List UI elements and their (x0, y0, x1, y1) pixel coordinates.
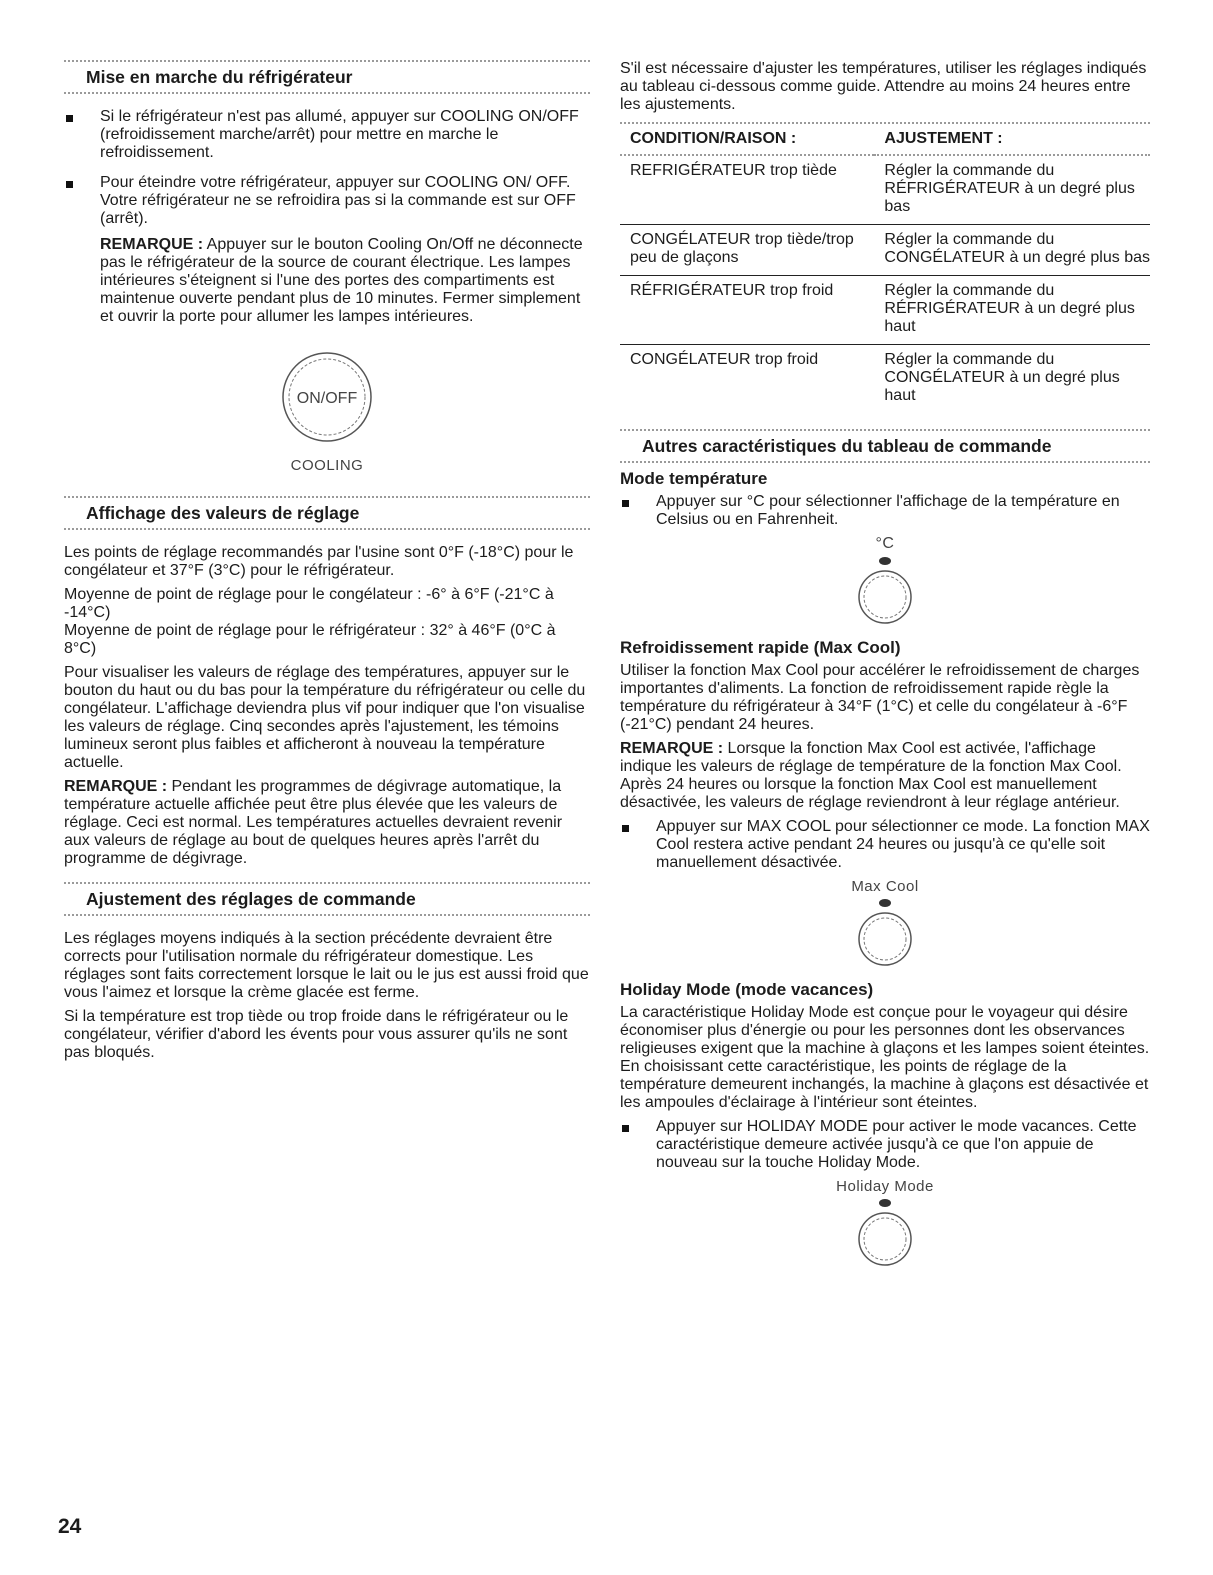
table-cell-condition: CONGÉLATEUR trop froid (620, 345, 874, 414)
table-cell-adjust: Régler la commande du CONGÉLATEUR à un degré plus haut (874, 345, 1150, 414)
table-row (620, 276, 1150, 345)
note-paragraph (64, 778, 590, 868)
list-item: Pour éteindre votre réfrigérateur, appuyer sur COOLING ON/ OFF. Votre réfrigérateur ne se refroidira pas si la commande est sur OFF (arrêt). (64, 174, 590, 228)
section-header (64, 60, 590, 94)
subsection-title-mode-temperature: Mode température (620, 469, 768, 488)
divider (64, 496, 590, 498)
paragraph: Utiliser la fonction Max Cool pour accélérer le refroidissement de charges importantes d'aliments. La fonction de refroidissement rapide règle la température du réfrigérateur à 34°F (1°C) et celle du congélateur à -6°F (-21°C) pendant 24 heures. (620, 662, 1140, 733)
onoff-button-icon[interactable] (272, 342, 382, 452)
paragraph: La caractéristique Holiday Mode est conçue pour le voyageur qui désire économiser plus d'énergie ou pour les personnes dont les observances religieuses exigent que la machine à glaçons et les lampes soient éteintes. En choisissant cette caractéristique, les points de réglage de la température demeurent inchangés, la machine à glaçons est désactivée et les ampoules d'éclairage à l'intérieur sont éteintes. (620, 1004, 1150, 1111)
max-cool-button-icon[interactable] (850, 895, 920, 969)
subsection-title-holiday-mode: Holiday Mode (mode vacances) (620, 980, 874, 999)
bullet-list (620, 818, 1150, 872)
paragraph: S'il est nécessaire d'ajuster les températures, utiliser les réglages indiqués au tableau ci-dessous comme guide. Attendre au moins 24 heures entre les ajustements. (620, 60, 1147, 113)
list-item: Appuyer sur °C pour sélectionner l'affichage de la température en Celsius ou en Fahrenheit. (620, 493, 1150, 529)
cooling-label: COOLING (290, 457, 364, 474)
list-item: Si le réfrigérateur n'est pas allumé, appuyer sur COOLING ON/OFF (refroidissement marche/arrêt) pour mettre en marche le refroidissement. (64, 108, 590, 162)
divider (620, 429, 1150, 431)
bullet-list (620, 493, 1150, 529)
onoff-text: ON/OFF (296, 390, 358, 407)
max-cool-button-figure (620, 878, 1150, 974)
section-title-mise-en-marche: Mise en marche du réfrigérateur (86, 67, 353, 87)
table-cell-condition: RÉFRIGÉRATEUR trop froid (620, 276, 874, 345)
cooling-button-figure (64, 342, 590, 474)
note-text: Lorsque la fonction Max Cool est activée, l'affichage indique les valeurs de réglage de température de la fonction Max Cool. Après 24 heures ou lorsque la fonction Max Cool est manuellement désactivée, les valeurs de réglage reviendront à leur réglage antérieur. (620, 740, 1122, 811)
divider (64, 528, 590, 530)
celsius-button-icon[interactable] (850, 553, 920, 627)
table-cell-adjust: Régler la commande du RÉFRIGÉRATEUR à un degré plus bas (874, 155, 1150, 225)
paragraph: Si la température est trop tiède ou trop froide dans le réfrigérateur ou le congélateur, vérifier d'abord les évents pour vous assurer qu'ils ne sont pas bloqués. (64, 1008, 569, 1061)
holiday-mode-button-figure (620, 1178, 1150, 1274)
paragraph: Les points de réglage recommandés par l'usine sont 0°F (-18°C) pour le congélateur et 37°F (3°C) pour le réfrigérateur. (64, 544, 574, 579)
section-title-autres: Autres caractéristiques du tableau de commande (642, 436, 1052, 456)
paragraph: Moyenne de point de réglage pour le réfrigérateur : 32° à 46°F (0°C à 8°C) (64, 622, 556, 657)
adjustment-table (620, 126, 1150, 413)
celsius-button-figure (620, 535, 1150, 632)
table-header-adjust: AJUSTEMENT : (884, 130, 1003, 147)
divider (64, 914, 590, 916)
divider (64, 92, 590, 94)
divider (620, 461, 1150, 463)
note-label: REMARQUE : (620, 740, 724, 757)
table-cell-adjust: Régler la commande du RÉFRIGÉRATEUR à un degré plus haut (874, 276, 1150, 345)
right-column (620, 60, 1150, 1274)
bullet-list (64, 108, 590, 228)
table-cell-adjust: Régler la commande du CONGÉLATEUR à un degré plus bas (874, 225, 1150, 276)
celsius-label: °C (875, 535, 895, 552)
page-number: 24 (58, 1515, 82, 1538)
paragraph: Moyenne de point de réglage pour le congélateur : -6° à 6°F (-21°C à -14°C) (64, 586, 554, 621)
paragraph: Les réglages moyens indiqués à la section précédente devraient être corrects pour l'utilisation normale du réfrigérateur domestique. Les réglages sont faits correctement lorsque le lait ou le jus est aussi froid que vous l'aimez et lorsque la crème glacée est ferme. (64, 930, 589, 1001)
divider (64, 882, 590, 884)
section-header (64, 882, 590, 916)
table-cell-condition: CONGÉLATEUR trop tiède/trop peu de glaçons (620, 225, 874, 276)
section-title-affichage: Affichage des valeurs de réglage (86, 503, 360, 523)
note-text: Appuyer sur le bouton Cooling On/Off ne déconnecte pas le réfrigérateur de la source de courant électrique. Les lampes intérieures s'éteignent si l'une des portes des compartiments est maintenue ouverte pendant plus de 10 minutes. Fermer simplement et ouvrir la porte pour allumer les lampes intérieures. (100, 236, 583, 325)
holiday-mode-label: Holiday Mode (836, 1178, 934, 1195)
section-header (64, 496, 590, 530)
max-cool-label: Max Cool (851, 878, 919, 895)
note-text: Pendant les programmes de dégivrage automatique, la température actuelle affichée peut être plus élevée que les valeurs de réglage. Ceci est normal. Les températures actuelles devraient revenir aux valeurs de réglage au bout de quelques heures après l'arrêt du programme de dégivrage. (64, 778, 563, 867)
divider (64, 60, 590, 62)
note-paragraph (64, 236, 590, 326)
subsection-title-max-cool: Refroidissement rapide (Max Cool) (620, 638, 901, 657)
left-column (64, 60, 590, 1068)
table-cell-condition: REFRIGÉRATEUR trop tiède (620, 155, 874, 225)
list-item: Appuyer sur HOLIDAY MODE pour activer le mode vacances. Cette caractéristique demeure activée jusqu'à ce que l'on appuie de nouveau sur la touche Holiday Mode. (620, 1118, 1150, 1172)
section-title-ajustement: Ajustement des réglages de commande (86, 889, 416, 909)
holiday-mode-button-icon[interactable] (850, 1195, 920, 1269)
divider (620, 122, 1150, 124)
section-header (620, 429, 1150, 463)
table-header-condition: CONDITION/RAISON : (630, 130, 797, 147)
note-paragraph (620, 740, 1150, 812)
table-row (620, 225, 1150, 276)
table-row (620, 345, 1150, 414)
bullet-list (620, 1118, 1150, 1172)
paragraph: Pour visualiser les valeurs de réglage des températures, appuyer sur le bouton du haut ou du bas pour la température du réfrigérateur ou celle du congélateur. L'affichage deviendra plus vif pour indiquer que l'on visualise les valeurs de réglage. Cinq secondes après l'ajustement, les témoins lumineux seront plus faibles et afficheront à nouveau la température actuelle. (64, 664, 586, 771)
note-label: REMARQUE : (64, 778, 168, 795)
list-item: Appuyer sur MAX COOL pour sélectionner ce mode. La fonction MAX Cool restera active pendant 24 heures ou jusqu'à ce qu'elle soit manuellement désactivée. (620, 818, 1150, 872)
note-label: REMARQUE : (100, 236, 204, 253)
table-row (620, 155, 1150, 225)
